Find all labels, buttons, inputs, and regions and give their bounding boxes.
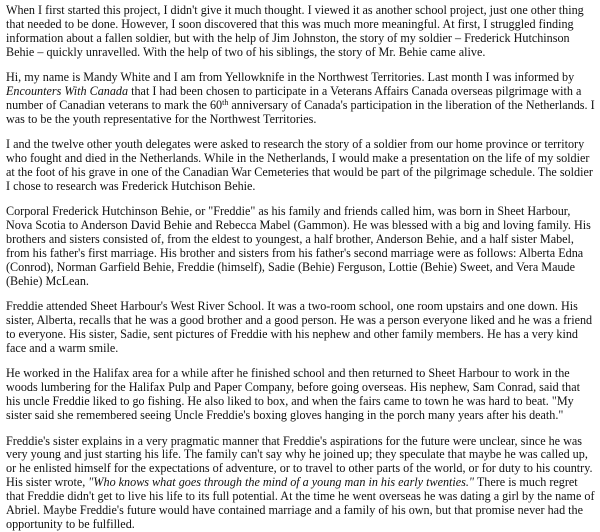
italic-quote: "Who knows what goes through the mind of a young man in his early twenties." — [88, 475, 475, 490]
paragraph — [6, 435, 595, 532]
paragraph — [6, 138, 595, 194]
paragraph-text: Hi, my name is Mandy White and I am from Yellowknife in the Northwest Territories. Last month I was informed by — [6, 70, 575, 85]
paragraph — [6, 4, 595, 60]
paragraph-text: When I first started this project, I didn't give it much thought. I viewed it as another school project, just one other thing that needed to be done. However, I soon discovered that this was much more meaningful. At first, I struggled finding information about a fallen soldier, but with the help of Jim Johnston, the story of my soldier – Frederick Hutchinson Behie – quickly unravelled. With the help of two of his siblings, the story of Mr. Behie came alive. — [6, 3, 584, 59]
paragraph-text: Corporal Frederick Hutchinson Behie, or "Freddie" as his family and friends called him, was born in Sheet Harbour, Nova Scotia to Anderson David Behie and Rebecca Mabel (Gammon). He was blessed with a big and loving family. His brothers and sisters consisted of, from the eldest to youngest, a half brother, Anderson Behie, and a half sister Mabel, from his father's first marriage. His brother and sisters from his father's second marriage were as follows: Alberta Edna (Conrod), Norman Garfield Behie, Freddie (himself), Sadie (Behie) Ferguson, Lottie (Behie) Sweet, and Vera Maude (Behie) McLean. — [6, 204, 591, 288]
paragraph-text: There is much regret that Freddie didn't get to live his life to its full potential. At the time he went overseas he was dating a girl by the name of Abriel. Maybe Freddie's future would have contained marriage and a family of his own, but that promise never had the opportunity to be fulfilled. — [6, 475, 595, 531]
paragraph-text: Freddie attended Sheet Harbour's West River School. It was a two-room school, one room upstairs and one down. His sister, Alberta, recalls that he was a good brother and a good person. He was a person everyone liked and he was a friend to everyone. His sister, Sadie, sent pictures of Freddie with his nephew and other family members. He has a very kind face and a warm smile. — [6, 299, 593, 356]
paragraph — [6, 205, 595, 288]
paragraph — [6, 71, 595, 127]
ordinal-suffix: th — [222, 97, 229, 107]
italic-title: Encounters With Canada — [6, 84, 129, 99]
paragraph-text: He worked in the Halifax area for a while after he finished school and then returned to Sheet Harbour to work in the woods lumbering for the Halifax Pulp and Paper Company, before going overseas. His nephew, Sam Conrad, said that his uncle Freddie liked to go fishing. He also liked to box, and when the fairs came to town he was hard to beat. "My sister said she remembered seeing Uncle Freddie's boxing gloves hanging in the porch many years after his death." — [6, 366, 580, 423]
paragraph — [6, 300, 595, 356]
paragraph-text: anniversary of Canada's participation in the liberation of the Netherlands. I was to be the youth representative for the Northwest Territories. — [6, 97, 595, 126]
paragraph-text: Freddie's sister explains in a very pragmatic manner that Freddie's aspirations for the future were unclear, since he was very young and just starting his life. The family can't say why he joined up; they speculate that maybe he was called up, or he enlisted himself for the expectations of adventure, or to travel to other parts of the world, or for duty to his country. His sister wrote, — [6, 433, 593, 490]
paragraph — [6, 367, 595, 423]
paragraph-text: that I had been chosen to participate in a Veterans Affairs Canada overseas pilgrimage with a number of Canadian veterans to mark the 60 — [6, 84, 582, 112]
paragraph-text: I and the twelve other youth delegates were asked to research the story of a soldier from our home province or territory who fought and died in the Netherlands. While in the Netherlands, I would make a presentation on the life of my soldier at the foot of his grave in one of the Canadian War Cemeteries that would be part of the pilgrimage schedule. The soldier I chose to research was Frederick Hutchison Behie. — [6, 137, 593, 193]
